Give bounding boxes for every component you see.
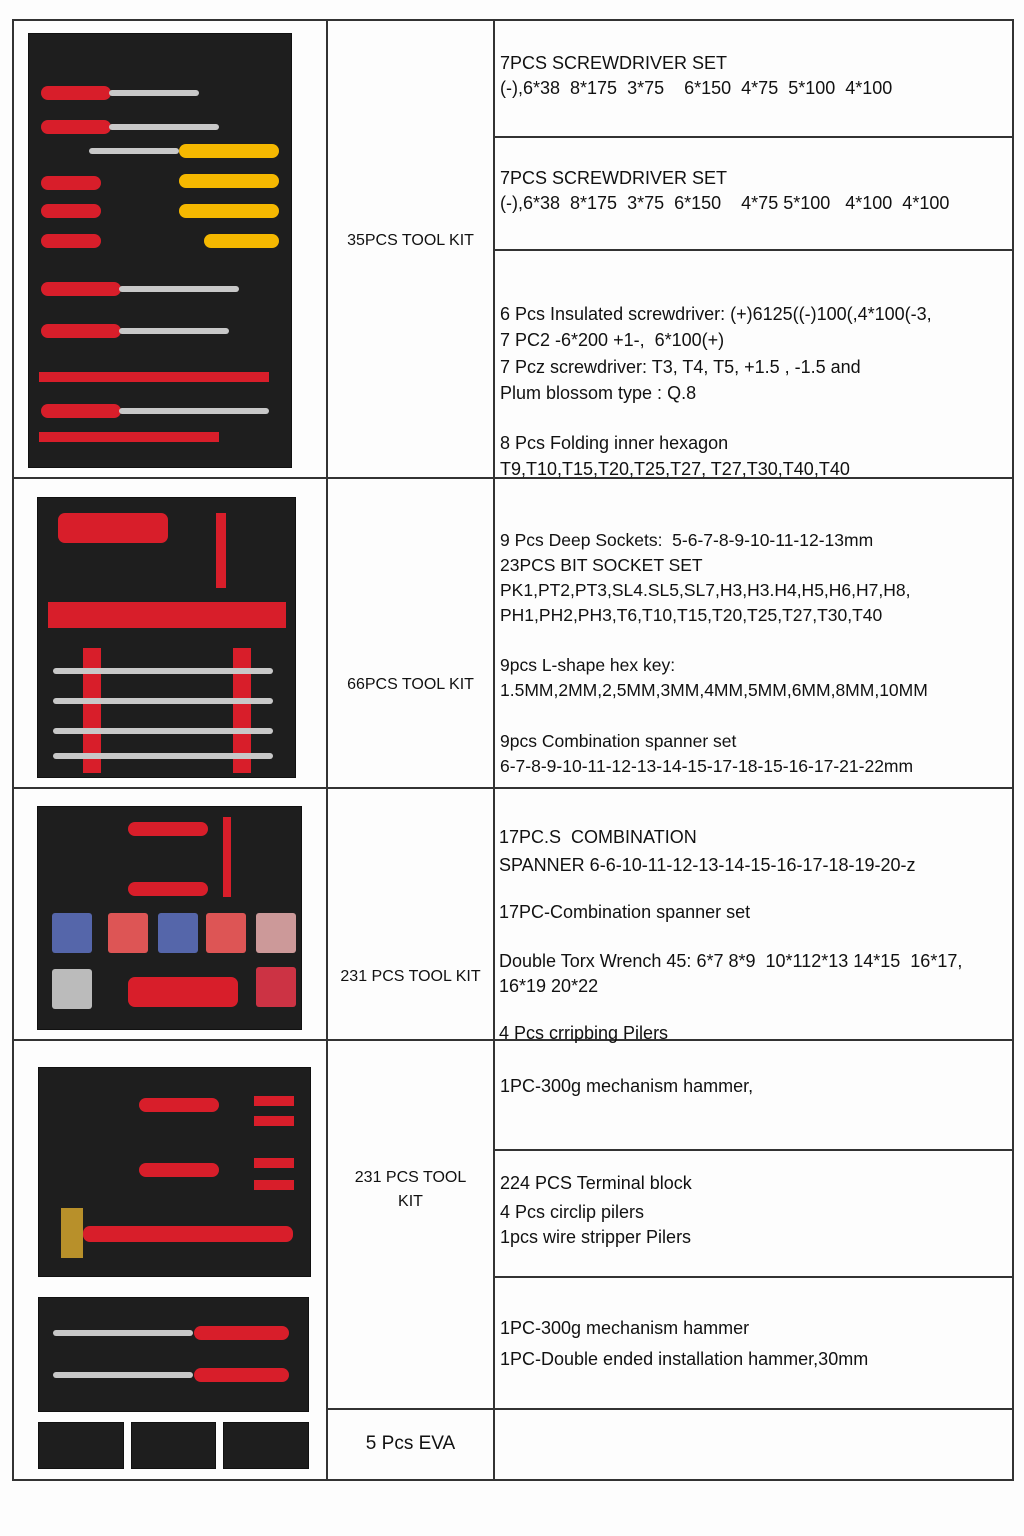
desc-line: 9 Pcs Deep Sockets: 5-6-7-8-9-10-11-12-13mm bbox=[500, 530, 874, 550]
desc-line: 1pcs wire stripper Pilers bbox=[500, 1227, 692, 1247]
desc-line bbox=[499, 925, 962, 949]
desc-line: 6 Pcs Insulated screwdriver: (+)6125((-)100(,4*100(-3, bbox=[500, 303, 932, 324]
desc-line: 6-7-8-9-10-11-12-13-14-15-17-18-15-16-17-21-22mm bbox=[500, 756, 914, 776]
desc-line: SPANNER 6-6-10-11-12-13-14-15-16-17-18-19-20-z bbox=[499, 855, 916, 875]
desc-line: 4 Pcs circlip pilers bbox=[500, 1202, 645, 1222]
desc-line: 224 PCS Terminal block bbox=[500, 1173, 692, 1193]
desc-line: PK1,PT2,PT3,SL4.SL5,SL7,H3,H3.H4,H5,H6,H7,H8, bbox=[500, 580, 911, 600]
eva-foam-image bbox=[38, 1422, 124, 1469]
row-divider bbox=[12, 787, 1014, 789]
kit-label: 5 Pcs EVA bbox=[365, 1433, 456, 1454]
desc-line bbox=[500, 628, 928, 653]
desc-line: 1PC-300g mechanism hammer, bbox=[500, 1076, 754, 1096]
desc-line: (-),6*38 8*175 3*75 6*150 4*75 5*100 4*100 bbox=[500, 78, 893, 98]
description-cell bbox=[500, 1166, 692, 1250]
description-cell bbox=[500, 1313, 868, 1375]
screwdriver-tray-image bbox=[28, 33, 292, 468]
kit-label: 66PCS TOOL KIT bbox=[347, 676, 474, 693]
table-border-top bbox=[12, 19, 1014, 21]
desc-line: PH1,PH2,PH3,T6,T10,T15,T20,T25,T27,T30,T40 bbox=[500, 605, 883, 625]
description-cell bbox=[500, 166, 949, 216]
description-cell bbox=[500, 503, 928, 779]
desc-line: 17PC-Combination spanner set bbox=[499, 902, 751, 922]
desc-line: 16*19 20*22 bbox=[499, 976, 599, 996]
kit-label: 231 PCS TOOL KIT bbox=[340, 968, 481, 985]
sub-row-divider bbox=[494, 136, 1014, 138]
desc-line: T9,T10,T15,T20,T25,T27, T27,T30,T40,T40 bbox=[500, 459, 850, 479]
desc-line bbox=[499, 999, 962, 1021]
sub-row-divider bbox=[327, 1408, 1014, 1410]
eva-foam-image bbox=[223, 1422, 309, 1469]
desc-line: 17PC.S COMBINATION bbox=[499, 827, 697, 847]
description-cell bbox=[500, 274, 932, 483]
desc-line bbox=[499, 880, 962, 900]
hammer-pliers-tray-image bbox=[38, 1067, 311, 1277]
description-cell bbox=[500, 51, 892, 101]
desc-line: 7 Pcz screwdriver: T3, T4, T5, +1.5 , -1.5 and bbox=[500, 356, 861, 377]
desc-line: 4 Pcs crripbing Pilers bbox=[499, 1023, 669, 1043]
desc-line: (-),6*38 8*175 3*75 6*150 4*75 5*100 4*100 4*100 bbox=[500, 193, 950, 213]
sub-row-divider bbox=[494, 249, 1014, 251]
table-border-right bbox=[1012, 19, 1014, 1481]
table-border-bottom bbox=[12, 1479, 1014, 1481]
desc-line: 7 PC2 -6*200 +1-, 6*100(+) bbox=[500, 330, 725, 350]
kit-label: 35PCS TOOL KIT bbox=[347, 232, 474, 249]
desc-line: 1.5MM,2MM,2,5MM,3MM,4MM,5MM,6MM,8MM,10MM bbox=[500, 680, 928, 700]
socket-spanner-tray-image bbox=[37, 497, 296, 778]
desc-line: 9pcs Combination spanner set bbox=[500, 731, 737, 751]
desc-line: Double Torx Wrench 45: 6*7 8*9 10*112*13 14*15 16*17, bbox=[499, 951, 963, 971]
eva-foam-image bbox=[131, 1422, 216, 1469]
desc-line: 7PCS SCREWDRIVER SET bbox=[500, 53, 728, 73]
desc-line: 7PCS SCREWDRIVER SET bbox=[500, 168, 728, 188]
punch-tray-image bbox=[38, 1297, 309, 1412]
column-divider bbox=[493, 19, 495, 1481]
desc-line: 1PC-300g mechanism hammer bbox=[500, 1318, 750, 1338]
desc-line: 9pcs L-shape hex key: bbox=[500, 655, 676, 675]
desc-line bbox=[500, 407, 932, 430]
desc-line: Plum blossom type : Q.8 bbox=[500, 383, 697, 403]
desc-line bbox=[500, 703, 928, 729]
desc-line: 1PC-Double ended installation hammer,30mm bbox=[500, 1349, 869, 1369]
sub-row-divider bbox=[494, 1149, 1014, 1151]
description-cell bbox=[500, 1074, 753, 1099]
desc-line: 8 Pcs Folding inner hexagon bbox=[500, 432, 729, 453]
pliers-terminal-tray-image bbox=[37, 806, 302, 1030]
table-border-left bbox=[12, 19, 14, 1481]
desc-line: 23PCS BIT SOCKET SET bbox=[500, 555, 703, 575]
description-cell bbox=[499, 799, 962, 1046]
kit-label: 231 PCS TOOL KIT bbox=[354, 1169, 467, 1210]
sub-row-divider bbox=[494, 1276, 1014, 1278]
